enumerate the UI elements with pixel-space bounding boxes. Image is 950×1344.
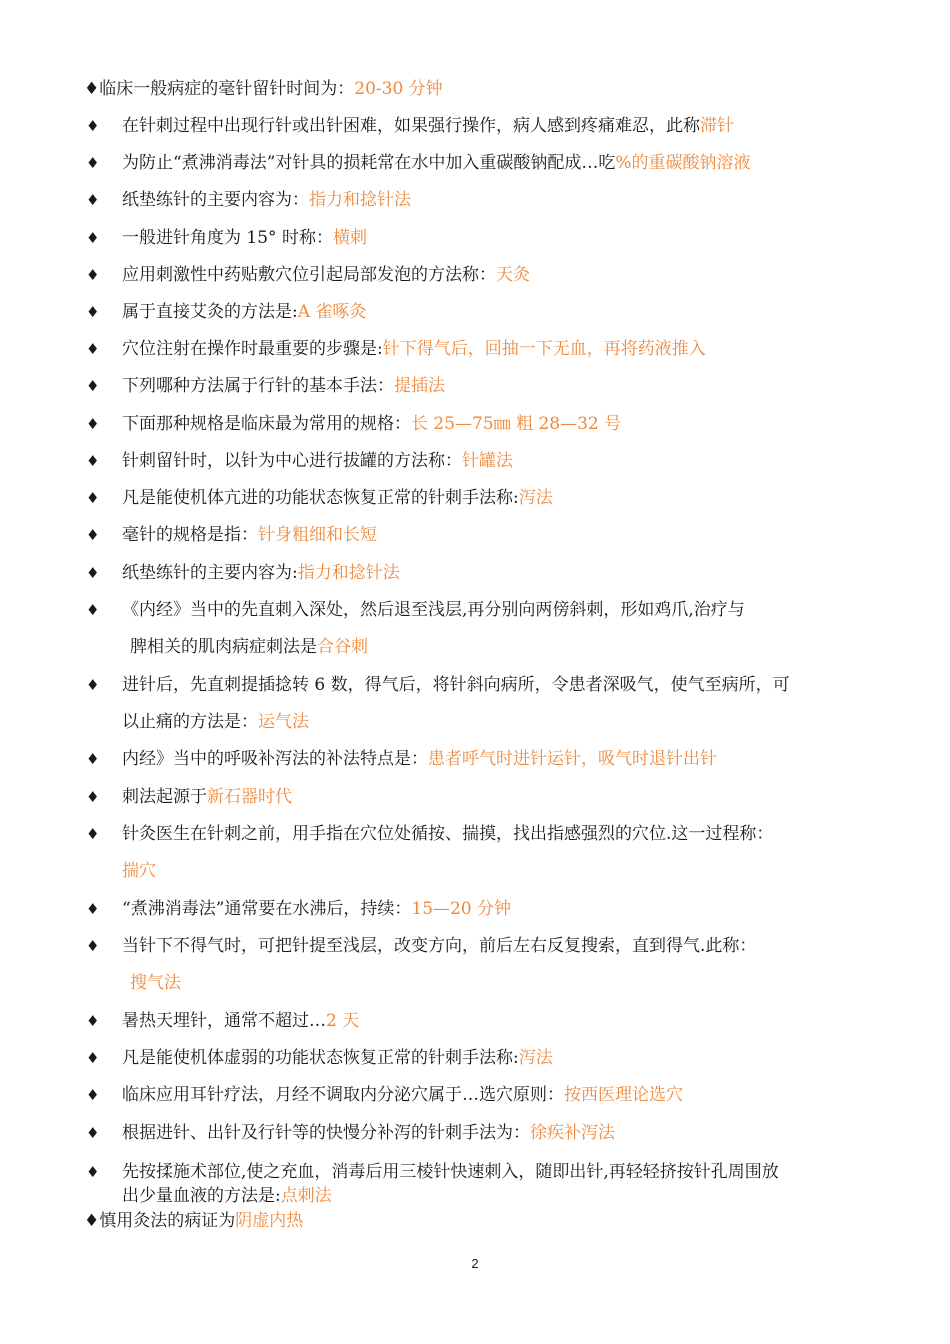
question-text: 毫针的规格是指：: [122, 525, 258, 545]
question-text: 暑热天埋针，通常不超过…: [122, 1011, 326, 1031]
answer-text: 合谷刺: [317, 637, 368, 657]
answer-text: 揣穴: [122, 861, 156, 881]
page-number: 2: [471, 1256, 479, 1271]
question-text: 下面那种规格是临床最为常用的规格：: [122, 414, 411, 434]
bullet-icon: ♦: [86, 1049, 100, 1067]
bullet-icon: ♦: [84, 79, 100, 99]
answer-text: 针身粗细和长短: [258, 525, 377, 545]
bullet-icon: ♦: [86, 154, 100, 172]
question-text: 为防止“煮沸消毒法”对针具的损耗常在水中加入重碳酸钠配成…吃: [122, 153, 616, 173]
answer-text: 滞针: [700, 116, 734, 136]
bullet-icon: ♦: [86, 900, 100, 918]
bullet-icon: ♦: [86, 415, 100, 433]
question-text: 《内经》当中的先直刺入深处，然后退至浅层,再分别向两傍斜刺，形如鸡爪,治疗与: [122, 600, 745, 620]
question-text-continued: 脾相关的肌肉病症刺法是: [130, 637, 317, 657]
question-text: 下列哪种方法属于行针的基本手法：: [122, 376, 394, 396]
list-item-continuation: [130, 971, 181, 995]
question-text: “煮沸消毒法”通常要在水沸后，持续：: [122, 899, 412, 919]
question-text: 纸垫练针的主要内容为:: [122, 563, 298, 583]
bullet-icon: ♦: [86, 229, 100, 247]
bullet-icon: ♦: [86, 1163, 100, 1181]
bullet-icon: ♦: [86, 825, 100, 843]
answer-text: 20-30 分钟: [354, 79, 443, 99]
question-text: 先按揉施术部位,使之充血，消毒后用三棱针快速刺入，随即出针,再轻轻挤按针孔周围放: [122, 1162, 779, 1182]
bullet-icon: ♦: [86, 564, 100, 582]
question-text: 根据进针、出针及行针等的快慢分补泻的针刺手法为：: [122, 1123, 530, 1143]
bullet-icon: ♦: [86, 452, 100, 470]
bullet-icon: ♦: [86, 750, 100, 768]
bullet-icon: ♦: [86, 266, 100, 284]
bullet-icon: ♦: [86, 788, 100, 806]
question-text: 在针刺过程中出现行针或出针困难，如果强行操作，病人感到疼痛难忍，此称: [122, 116, 700, 136]
bullet-icon: ♦: [86, 117, 100, 135]
bullet-icon: ♦: [86, 601, 100, 619]
question-text: 进针后，先直刺提插捻转 6 数，得气后，将针斜向病所，令患者深吸气，使气至病所，可: [122, 675, 790, 695]
answer-text: 针下得气后，回抽一下无血，再将药液推入: [382, 339, 706, 359]
question-text: 一般进针角度为 15° 时称：: [122, 228, 333, 248]
bullet-icon: ♦: [86, 191, 100, 209]
question-text: 应用刺激性中药贴敷穴位引起局部发泡的方法称：: [122, 265, 496, 285]
answer-text: 点刺法: [280, 1186, 332, 1206]
question-text: 临床应用耳针疗法，月经不调取内分泌穴属于…选穴原则：: [122, 1085, 564, 1105]
question-text: 当针下不得气时，可把针提至浅层，改变方向，前后左右反复搜索，直到得气.此称：: [122, 936, 757, 956]
answer-text: 泻法: [518, 488, 553, 508]
list-item-continuation: [122, 859, 156, 883]
answer-text: 长 25—75㎜ 粗 28—32 号: [411, 414, 622, 434]
answer-text: 新石器时代: [207, 787, 292, 807]
answer-text: 提插法: [394, 376, 445, 396]
bullet-icon: ♦: [86, 526, 100, 544]
question-text-continued: 以止痛的方法是：: [122, 712, 258, 732]
answer-text: 指力和捻针法: [297, 563, 400, 583]
question-text: 内经》当中的呼吸补泻法的补法特点是：: [122, 749, 428, 769]
bullet-icon: ♦: [86, 377, 100, 395]
question-text: 穴位注射在操作时最重要的步骤是:: [122, 339, 383, 359]
list-item: [84, 77, 443, 101]
answer-text: A 雀啄灸: [297, 302, 367, 322]
answer-text: 指力和捻针法: [309, 190, 411, 210]
answer-text: 徐疾补泻法: [530, 1123, 615, 1143]
answer-text: 运气法: [258, 712, 309, 732]
list-item-continuation: [122, 710, 309, 734]
answer-text: 阴虚内热: [235, 1211, 304, 1231]
question-text: 凡是能使机体虚弱的功能状态恢复正常的针刺手法称:: [122, 1048, 519, 1068]
question-text: 纸垫练针的主要内容为：: [122, 190, 309, 210]
question-text: 刺法起源于: [122, 787, 207, 807]
bullet-icon: ♦: [86, 340, 100, 358]
question-text-continued: 出少量血液的方法是:: [122, 1186, 281, 1206]
question-text: 临床一般病症的毫针留针时间为：: [99, 79, 355, 99]
list-item-continuation: [122, 1184, 332, 1208]
list-item: [84, 1209, 303, 1233]
answer-text: 15—20 分钟: [411, 899, 512, 919]
bullet-icon: ♦: [86, 489, 100, 507]
question-text: 针刺留针时，以针为中心进行拔罐的方法称：: [122, 451, 462, 471]
question-text: 慎用灸法的病证为: [99, 1211, 236, 1231]
bullet-icon: ♦: [86, 676, 100, 694]
question-text: 凡是能使机体亢进的功能状态恢复正常的针刺手法称:: [122, 488, 519, 508]
answer-text: 横刺: [332, 228, 367, 248]
bullet-icon: ♦: [86, 1012, 100, 1030]
bullet-icon: ♦: [86, 1124, 100, 1142]
answer-text: 搜气法: [130, 973, 181, 993]
bullet-icon: ♦: [86, 937, 100, 955]
bullet-icon: ♦: [86, 303, 100, 321]
answer-text: 泻法: [518, 1048, 553, 1068]
answer-text: 2 天: [326, 1011, 360, 1031]
answer-text: 针罐法: [462, 451, 513, 471]
question-text: 针灸医生在针刺之前，用手指在穴位处循按、揣摸，找出指感强烈的穴位.这一过程称：: [122, 824, 774, 844]
question-text: 属于直接艾灸的方法是:: [122, 302, 298, 322]
list-item-continuation: [130, 635, 368, 659]
bullet-icon: ♦: [86, 1086, 100, 1104]
bullet-icon: ♦: [84, 1211, 100, 1231]
answer-text: 按西医理论选穴: [564, 1085, 683, 1105]
answer-text: 天灸: [496, 265, 530, 285]
answer-text: 患者呼气时进针运针，吸气时退针出针: [428, 749, 717, 769]
answer-text: %的重碳酸钠溶液: [615, 153, 751, 173]
